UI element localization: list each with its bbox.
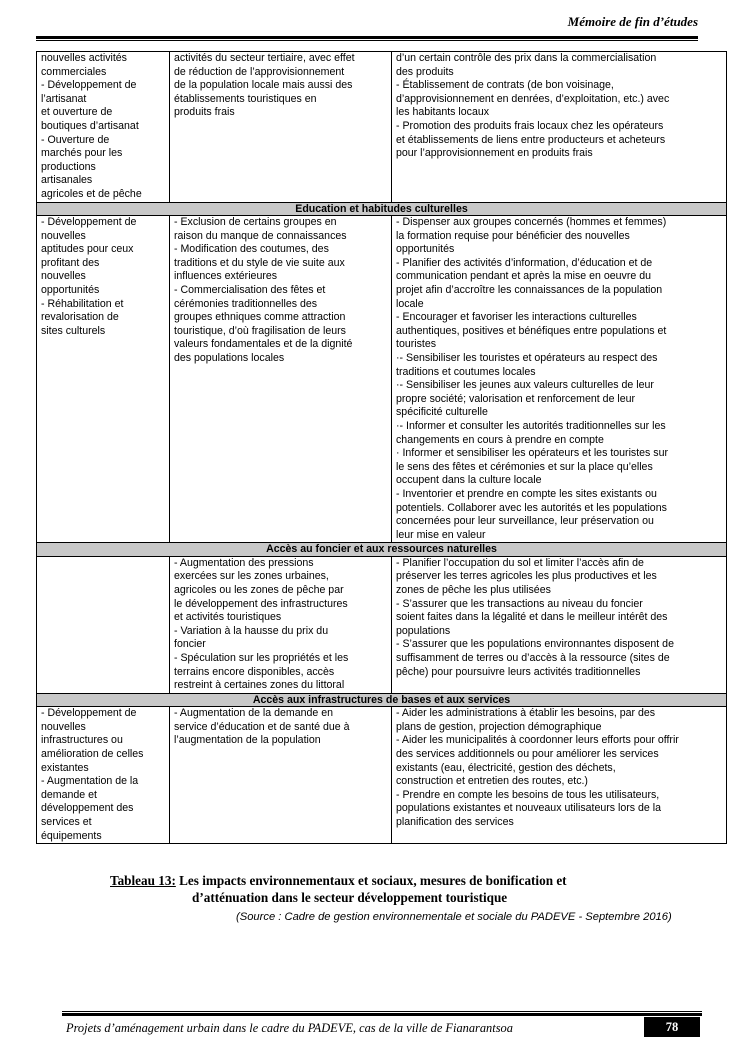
table-cell-activity [37,556,170,693]
source-note: (Source : Cadre de gestion environnementale et sociale du PADEVE - Septembre 2016) [236,911,672,923]
table-cell-measure: - Planifier l’occupation du sol et limiter l’accès afin de préserver les terres agricoles les plus productives et les zones de pêche les plus utilisées - S’assurer que les transactions au niveau du foncier soient faites dans la légalité et dans le meilleur intérêt des populations - S’assurer que les populations environnantes disposent de suffisamment de terres ou d’accès à la ressource (sites de pêche) pour poursuivre leurs activités traditionnelles [392,556,727,693]
table-cell-impact: - Augmentation des pressions exercées sur les zones urbaines, agricoles ou les zones de pêche par le développement des infrastructures et activités touristiques - Variation à la hausse du prix du foncier - Spéculation sur les propriétés et les terrains encore disponibles, accès restreint à certaines zones du littoral [170,556,392,693]
table-row [37,556,727,693]
table-row [37,707,727,844]
table-cell-impact: - Augmentation de la demande en service d’éducation et de santé due à l’augmentation de la population [170,707,392,844]
table-cell-activity: - Développement de nouvelles aptitudes pour ceux profitant des nouvelles opportunités - Réhabilitation et revalorisation de sites culturels [37,216,170,543]
section-title: Education et habitudes culturelles [37,202,727,216]
impacts-table [36,51,727,844]
section-title: Accès aux infrastructures de bases et aux services [37,693,727,707]
table-cell-activity: nouvelles activités commerciales - Développement de l’artisanat et ouverture de boutiques d’artisanat - Ouverture de marchés pour les productions artisanales agricoles et de pêche [37,52,170,203]
section-header [37,693,727,707]
table-row [37,52,727,203]
caption-line-1: Les impacts environnementaux et sociaux, mesures de bonification et [175,873,567,888]
section-title: Accès au foncier et aux ressources naturelles [37,543,727,557]
caption-label: Tableau 13: [110,873,176,888]
table-cell-impact: - Exclusion de certains groupes en raison du manque de connaissances - Modification des coutumes, des traditions et du style de vie suite aux influences extérieures - Commercialisation des fêtes et cérémonies traditionnelles des groupes ethniques comme attraction touristique, d’où fragilisation de leurs valeurs fondamentales et de la dignité des populations locales [170,216,392,543]
table-cell-measure: - Dispenser aux groupes concernés (hommes et femmes) la formation requise pour bénéficier des nouvelles opportunités - Planifier des activités d’information, d’éducation et de communication pendant et après la mise en oeuvre du projet afin d’accroître les connaissances de la population locale - Encourager et favoriser les interactions culturelles authentiques, positives et bénéfiques entre populations et touristes ·- Sensibiliser les touristes et opérateurs au respect des traditions et coutumes locales ·- Sensibiliser les jeunes aux valeurs culturelles de leur propre société; valorisation et renforcement de leur spécificité culturelle ·- Informer et consulter les autorités traditionnelles sur les changements en cours à prendre en compte · Informer et sensibiliser les opérateurs et les touristes sur le sens des fêtes et cérémonies et sur la place qu’elles occupent dans la culture locale - Inventorier et prendre en compte les sites existants ou potentiels. Collaborer avec les autorités et les populations concernées pour leur surveillance, leur préservation ou leur mise en valeur [392,216,727,543]
table-row [37,216,727,543]
header-rule [36,36,698,41]
running-header: Mémoire de fin d’études [567,14,698,29]
table-caption [110,872,650,906]
caption-line-2: d’atténuation dans le secteur développement touristique [192,890,508,905]
table-cell-measure: d’un certain contrôle des prix dans la commercialisation des produits - Établissement de contrats (de bon voisinage, d’approvisionnement en denrées, d’exploitation, etc.) avec les habitants locaux - Promotion des produits frais locaux chez les opérateurs et établissements de liens entre producteurs et acheteurs pour l’approvisionnement en produits frais [392,52,727,203]
table-cell-activity: - Développement de nouvelles infrastructures ou amélioration de celles existantes - Augmentation de la demande et développement des services et équipements [37,707,170,844]
page-number: 78 [644,1017,700,1037]
section-header [37,543,727,557]
footer-rule [62,1011,702,1016]
table-cell-impact: activités du secteur tertiaire, avec effet de réduction de l’approvisionnement de la population locale mais aussi des établissements touristiques en produits frais [170,52,392,203]
table-cell-measure: - Aider les administrations à établir les besoins, par des plans de gestion, projection démographique - Aider les municipalités à coordonner leurs efforts pour offrir des services additionnels ou pour améliorer les services existants (eau, électricité, gestion des déchets, construction et entretien des routes, etc.) - Prendre en compte les besoins de tous les utilisateurs, populations existantes et nouveaux utilisateurs lors de la planification des services [392,707,727,844]
section-header [37,202,727,216]
footer-text: Projets d’aménagement urbain dans le cadre du PADEVE, cas de la ville de Fianarantsoa [66,1021,513,1035]
